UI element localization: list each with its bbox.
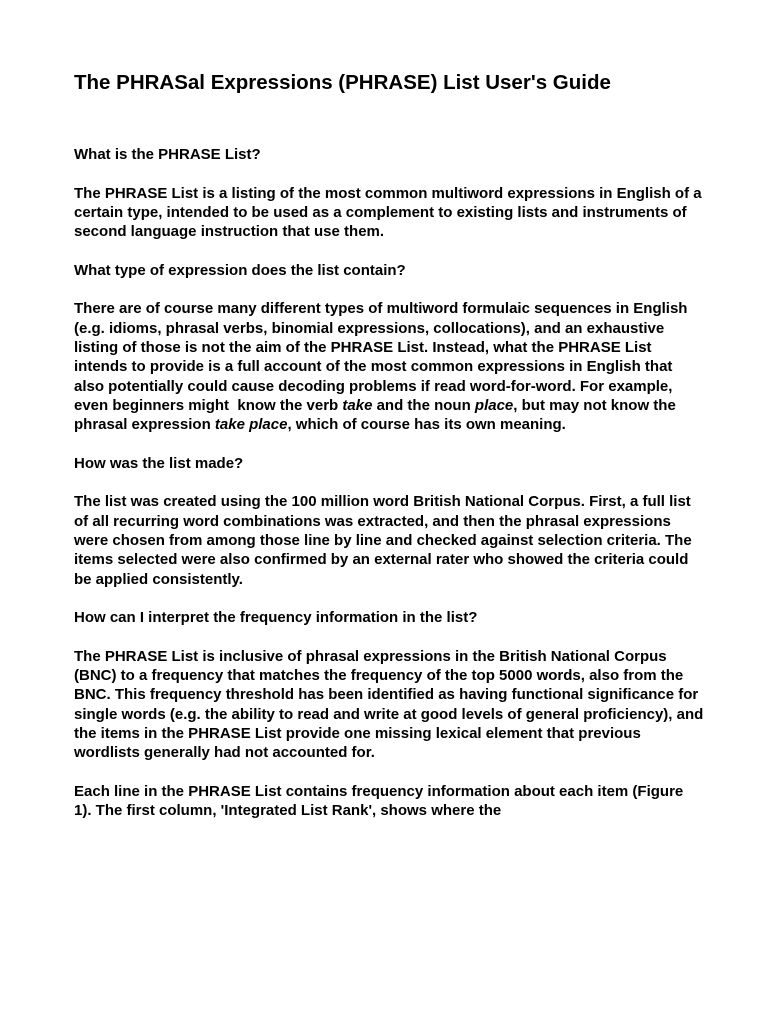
section-paragraph-how-made: The list was created using the 100 million word British National Corpus. First, a full list of all recurring word combinations was extracted, and then the phrasal expressions were chosen from among those line by line and checked against selection criteria. The items selected were also confirmed by an external rater who showed the criteria could be applied consistently.: [74, 493, 692, 588]
section-heading-expression-type: What type of expression does the list contain?: [74, 261, 406, 279]
emphasis-place: place: [474, 396, 514, 414]
paragraph-text: , which of course has its own meaning.: [287, 416, 566, 434]
document-title: The PHRASal Expressions (PHRASE) List User's Guide: [74, 71, 611, 94]
section-heading-frequency: How can I interpret the frequency information in the list?: [74, 609, 478, 627]
section-paragraph-what-is: The PHRASE List is a listing of the most common multiword expressions in English of a certain type, intended to be used as a complement to existing lists and instruments of second language instruction that use them.: [74, 184, 702, 241]
section-paragraph-frequency-1: The PHRASE List is inclusive of phrasal expressions in the British National Corpus (BNC) to a frequency that matches the frequency of the top 5000 words, also from the BNC. This frequency threshold has been identified as having functional significance for single words (e.g. the ability to read and write at good levels of general proficiency), and the items in the PHRASE List provide one missing lexical element that previous wordlists generally had not accounted for.: [74, 647, 704, 762]
section-heading-what-is: What is the PHRASE List?: [74, 146, 261, 163]
section-heading-how-made: How was the list made?: [74, 454, 244, 472]
paragraph-text: and the noun: [372, 396, 475, 414]
section-paragraph-frequency-2: Each line in the PHRASE List contains frequency information about each item (Figure 1). The first column, 'Integrated List Rank', shows where the: [74, 782, 684, 820]
paragraph-text: , but may not know the phrasal expression: [74, 396, 676, 434]
emphasis-take: take: [342, 396, 373, 414]
section-paragraph-expression-type: [74, 299, 704, 434]
emphasis-take-place: take place: [214, 416, 288, 434]
paragraph-text: There are of course many different types of multiword formulaic sequences in English (e.g. idioms, phrasal verbs, binomial expressions, collocations), and an exhaustive listing of those is not the aim of the PHRASE List. Instead, what the PHRASE List intends to provide is a full account of the most common expressions in English that also potentially could cause decoding problems if read word-for-word. For example, even beginners might know the verb: [74, 300, 688, 414]
document-page: [74, 68, 704, 840]
